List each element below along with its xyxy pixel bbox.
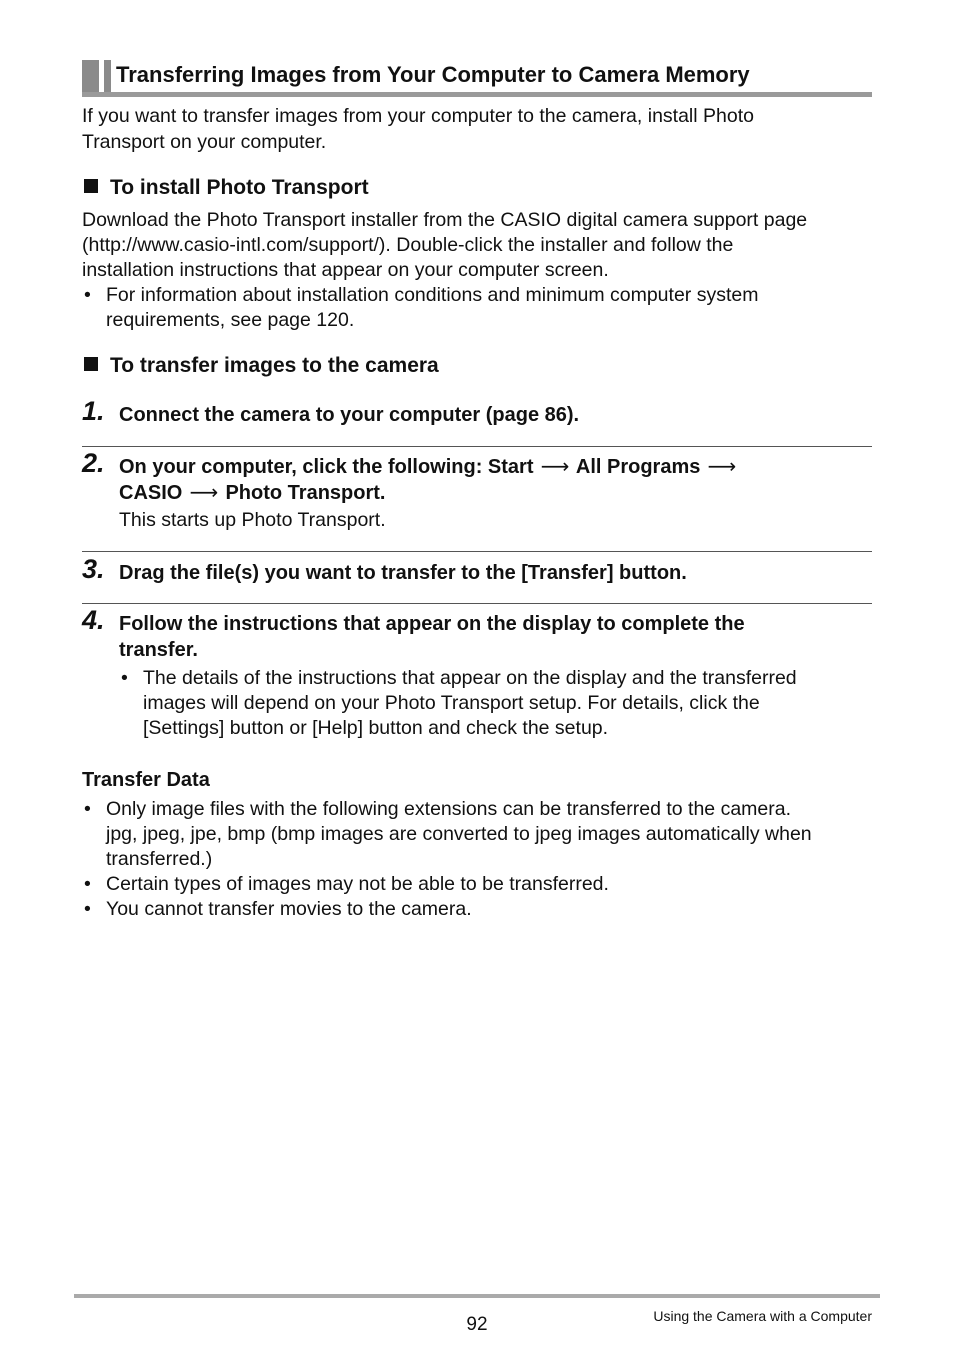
step-4-bullet-line-2: images will depend on your Photo Transport setup. For details, click the: [143, 692, 760, 714]
install-heading: [84, 176, 369, 200]
bullet-dot: •: [84, 873, 91, 895]
install-body-line-2: (http://www.casio-intl.com/support/). Double-click the installer and follow the: [82, 234, 734, 256]
bullet-dot: •: [121, 667, 128, 689]
step-3-text: Drag the file(s) you want to transfer to the [Transfer] button.: [119, 562, 687, 584]
arrow-right-icon: ⟶: [707, 456, 737, 478]
footer-rule: [74, 1294, 880, 1298]
install-body-line-3: installation instructions that appear on your computer screen.: [82, 259, 609, 281]
intro-line-1: If you want to transfer images from your computer to the camera, install Photo: [82, 105, 754, 127]
arrow-right-icon: ⟶: [189, 482, 219, 504]
step-divider: [82, 603, 872, 604]
page-number: 92: [466, 1314, 488, 1335]
step-2-photo-transport: Photo Transport.: [225, 482, 386, 504]
install-heading-text: To install Photo Transport: [110, 176, 369, 199]
square-bullet-icon: [84, 179, 98, 193]
transfer-data-heading: Transfer Data: [82, 769, 210, 791]
step-4-bullet-line-3: [Settings] button or [Help] button and check the setup.: [143, 717, 609, 739]
step-2-all-programs: All Programs: [575, 456, 701, 478]
transfer-data-bullet-2-line-1: Certain types of images may not be able to be transferred.: [106, 873, 609, 895]
transfer-data-bullet-1-line-1: Only image files with the following extensions can be transferred to the camera.: [106, 798, 792, 820]
section-title: Transferring Images from Your Computer to Camera Memory: [116, 62, 750, 87]
step-1-number: 1.: [82, 396, 105, 426]
section-heading: [82, 60, 872, 98]
step-1-text: Connect the camera to your computer (page 86).: [119, 404, 580, 426]
bullet-dot: •: [84, 898, 91, 920]
heading-bar-marker-thin: [104, 60, 111, 96]
step-divider: [82, 551, 872, 552]
step-divider: [82, 446, 872, 447]
arrow-right-icon: ⟶: [540, 456, 570, 478]
chapter-label: Using the Camera with a Computer: [653, 1308, 872, 1324]
step-2-note: This starts up Photo Transport.: [119, 509, 386, 531]
transfer-heading-text: To transfer images to the camera: [110, 354, 439, 377]
step-3-number: 3.: [82, 554, 105, 584]
transfer-data-bullet-3-line-1: You cannot transfer movies to the camera.: [106, 898, 472, 920]
step-4-line-2: transfer.: [119, 639, 198, 661]
transfer-data-bullet-1-line-2: jpg, jpeg, jpe, bmp (bmp images are converted to jpeg images automatically when: [106, 823, 812, 845]
bullet-dot: •: [84, 798, 91, 820]
transfer-data-bullet-1-line-3: transferred.): [106, 848, 213, 870]
step-2-number: 2.: [82, 448, 105, 478]
step-2-casio: CASIO: [119, 482, 183, 504]
step-4-line-1: Follow the instructions that appear on the display to complete the: [119, 613, 745, 635]
install-bullet-line-1: For information about installation conditions and minimum computer system: [106, 284, 759, 306]
install-body-line-1: Download the Photo Transport installer from the CASIO digital camera support page: [82, 209, 808, 231]
step-4-number: 4.: [82, 605, 105, 635]
intro-line-2: Transport on your computer.: [82, 131, 327, 153]
heading-underline: [82, 92, 872, 97]
heading-bar-marker: [82, 60, 99, 96]
step-4-bullet-line-1: The details of the instructions that appear on the display and the transferred: [143, 667, 797, 689]
bullet-dot: •: [84, 284, 91, 306]
step-2-line-1: [119, 454, 738, 480]
install-bullet-line-2: requirements, see page 120.: [106, 309, 355, 331]
transfer-heading: [84, 354, 439, 378]
square-bullet-icon: [84, 357, 98, 371]
step-2-line-2: [119, 480, 385, 506]
step-2-start: On your computer, click the following: Start: [119, 456, 534, 478]
